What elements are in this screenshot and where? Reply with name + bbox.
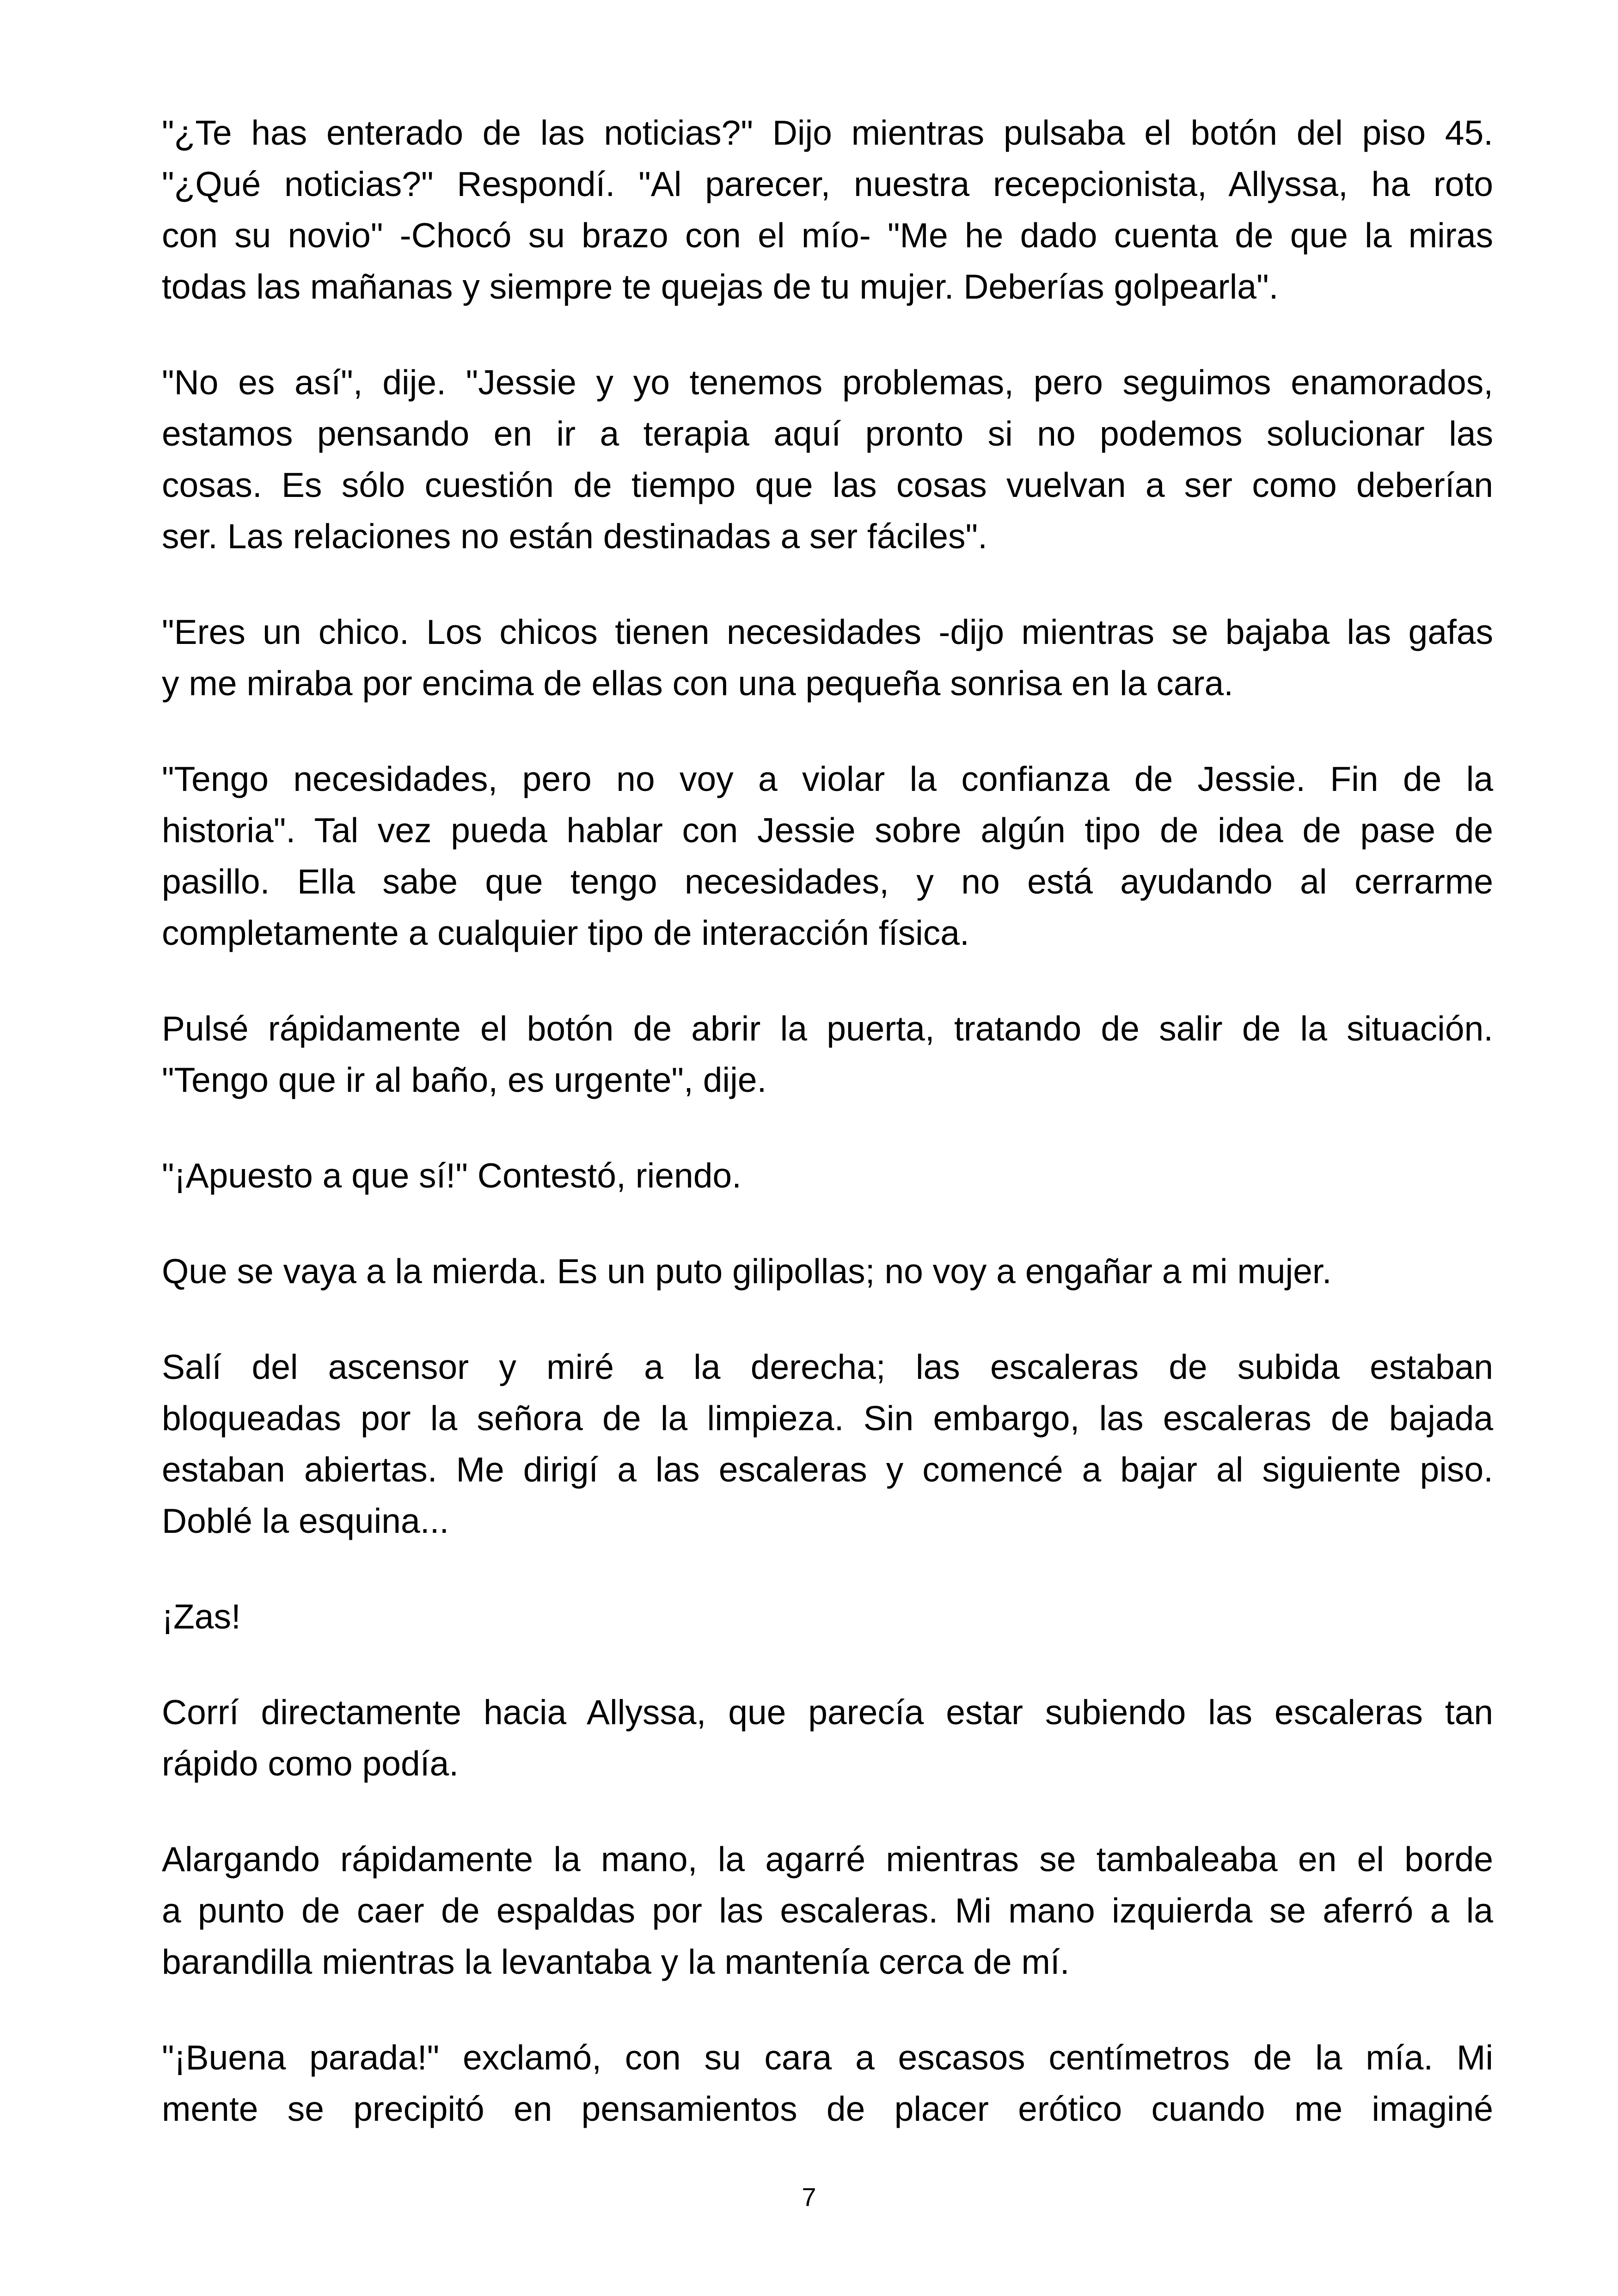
paragraph xyxy=(162,753,1493,959)
text-line: historia". Tal vez pueda hablar con Jessie sobre algún tipo de idea de pase de xyxy=(162,811,1493,850)
text-line: pasillo. Ella sabe que tengo necesidades, y no está ayudando al cerrarme xyxy=(162,862,1493,901)
text-line: y me miraba por encima de ellas con una pequeña sonrisa en la cara. xyxy=(162,664,1234,703)
text-line: estamos pensando en ir a terapia aquí pronto si no podemos solucionar las xyxy=(162,414,1493,453)
text-line: "¡Apuesto a que sí!" Contestó, riendo. xyxy=(162,1156,742,1195)
text-line: Alargando rápidamente la mano, la agarré mientras se tambaleaba en el borde xyxy=(162,1840,1493,1879)
paragraph xyxy=(162,1003,1493,1106)
text-line: estaban abiertas. Me dirigí a las escaleras y comencé a bajar al siguiente piso. xyxy=(162,1450,1493,1489)
text-line: Corrí directamente hacia Allyssa, que parecía estar subiendo las escaleras tan xyxy=(162,1693,1493,1732)
paragraph xyxy=(162,1834,1493,1988)
paragraph xyxy=(162,107,1493,312)
text-line: "¡Buena parada!" exclamó, con su cara a escasos centímetros de la mía. Mi xyxy=(162,2038,1493,2077)
paragraph xyxy=(162,1246,1493,1297)
text-line: cosas. Es sólo cuestión de tiempo que las cosas vuelvan a ser como deberían xyxy=(162,465,1493,504)
paragraph xyxy=(162,1591,1493,1642)
text-line: mente se precipitó en pensamientos de placer erótico cuando me imaginé xyxy=(162,2089,1493,2128)
text-line: "Eres un chico. Los chicos tienen necesidades -dijo mientras se bajaba las gafas xyxy=(162,612,1493,651)
document-body xyxy=(162,107,1493,2179)
paragraph xyxy=(162,357,1493,562)
paragraph xyxy=(162,606,1493,709)
text-line: barandilla mientras la levantaba y la mantenía cerca de mí. xyxy=(162,1942,1070,1981)
text-line: completamente a cualquier tipo de interacción física. xyxy=(162,913,969,952)
text-line: "¿Te has enterado de las noticias?" Dijo mientras pulsaba el botón del piso 45. xyxy=(162,113,1493,152)
text-line: "Tengo necesidades, pero no voy a violar la confianza de Jessie. Fin de la xyxy=(162,759,1493,798)
text-line: rápido como podía. xyxy=(162,1744,459,1783)
text-line: todas las mañanas y siempre te quejas de tu mujer. Deberías golpearla". xyxy=(162,267,1279,306)
text-line: Doblé la esquina... xyxy=(162,1501,449,1540)
text-line: ¡Zas! xyxy=(162,1597,241,1636)
text-line: bloqueadas por la señora de la limpieza. Sin embargo, las escaleras de bajada xyxy=(162,1399,1493,1438)
text-line: a punto de caer de espaldas por las escaleras. Mi mano izquierda se aferró a la xyxy=(162,1891,1493,1930)
text-line: "¿Qué noticias?" Respondí. "Al parecer, nuestra recepcionista, Allyssa, ha roto xyxy=(162,165,1493,203)
paragraph xyxy=(162,1150,1493,1201)
text-line: "Tengo que ir al baño, es urgente", dije. xyxy=(162,1060,767,1099)
text-line: Que se vaya a la mierda. Es un puto gilipollas; no voy a engañar a mi mujer. xyxy=(162,1252,1332,1291)
text-line: "No es así", dije. "Jessie y yo tenemos problemas, pero seguimos enamorados, xyxy=(162,363,1493,402)
text-line: Salí del ascensor y miré a la derecha; las escaleras de subida estaban xyxy=(162,1347,1493,1386)
paragraph xyxy=(162,1341,1493,1547)
text-line: con su novio" -Chocó su brazo con el mío- "Me he dado cuenta de que la miras xyxy=(162,216,1493,255)
paragraph xyxy=(162,1687,1493,1789)
text-line: ser. Las relaciones no están destinadas a ser fáciles". xyxy=(162,517,987,556)
paragraph xyxy=(162,2032,1493,2135)
page-number: 7 xyxy=(802,2182,816,2211)
text-line: Pulsé rápidamente el botón de abrir la puerta, tratando de salir de la situación. xyxy=(162,1009,1493,1048)
